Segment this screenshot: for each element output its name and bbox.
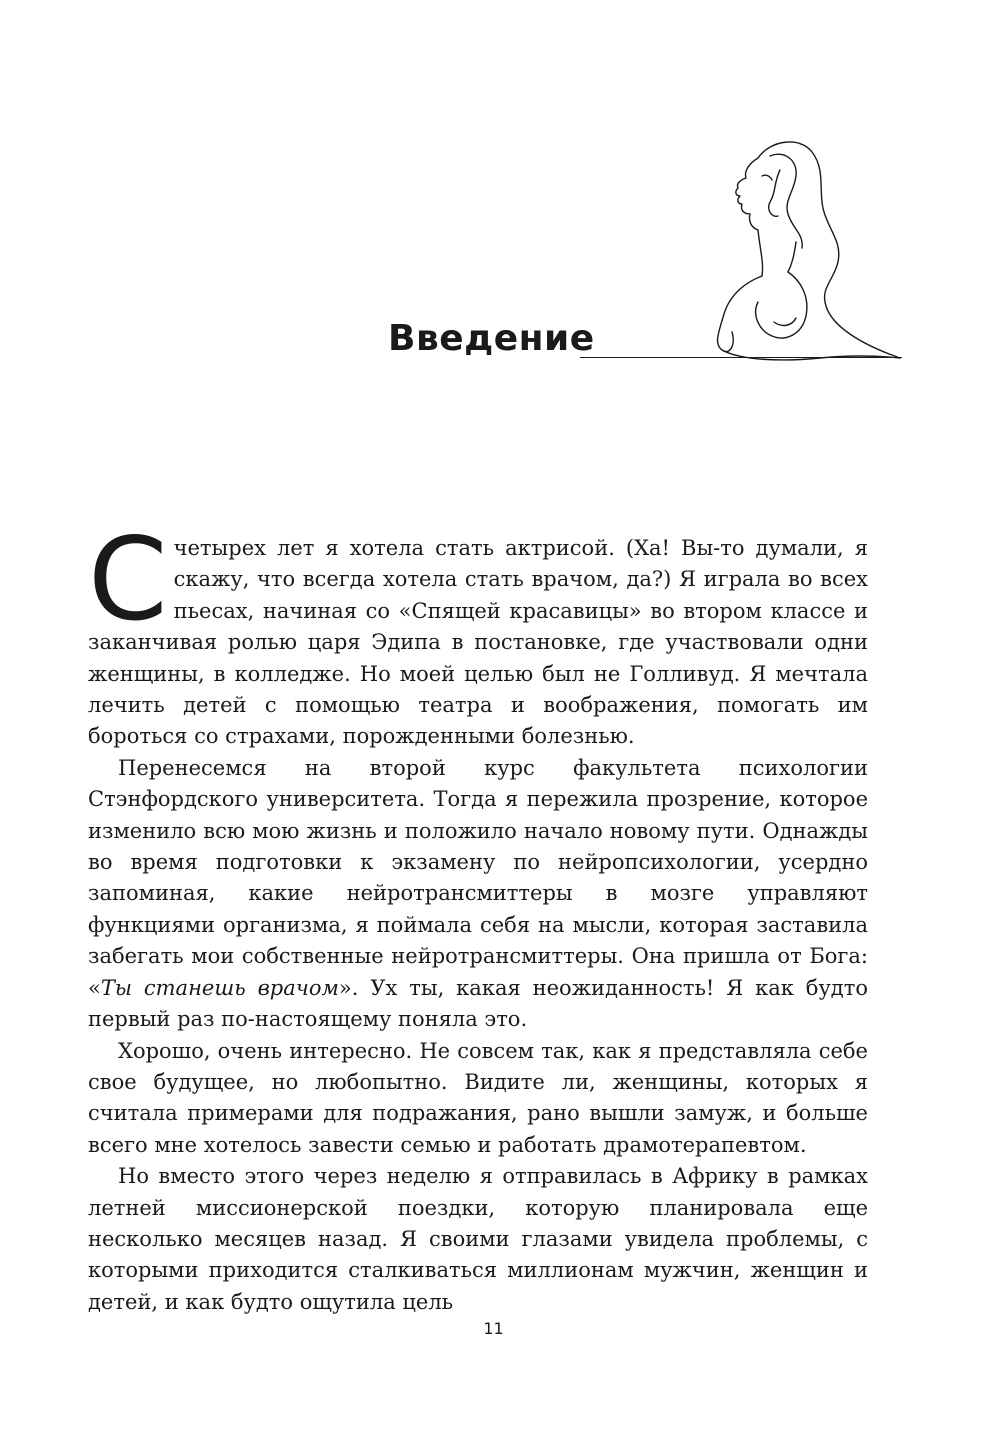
paragraph-2-italic-quote: Ты станешь врачом [100, 975, 339, 1000]
paragraph-2 [88, 753, 868, 1036]
woman-line-art-icon [700, 130, 910, 370]
paragraph-2-text-end: ». Ух ты, какая неожиданность! Я как будто первый раз по-настоящему поняла это. [88, 975, 868, 1032]
chapter-title: Введение [388, 318, 595, 359]
paragraph-1-text: четырех лет я хотела стать актрисой. (Ха! Вы-то думали, я скажу, что всегда хотела стать врачом, да?) Я играла во всех пьесах, начиная со «Спящей красавицы» во втором классе и заканчивая ролью царя Эдипа в постановке, где участвовали одни женщины, в колледже. Но моей целью был не Голливуд. Я мечтала лечить детей с помощью театра и воображения, помогать им бороться со страхами, порожденными болезнью. [88, 536, 868, 749]
title-underline [580, 357, 902, 358]
paragraph-2-text-start: Перенесемся на второй курс факультета психологии Стэнфордского университета. Тогда я пережила прозрение, которое изменило всю мою жизнь и положило начало новому пути. Однажды во время подготовки к экзамену по нейропсихологии, усердно запоминая, какие нейротрансмиттеры в мозге управляют функциями организма, я поймала себя на мысли, которая заставила забегать мои собственные нейротрансмиттеры. Она пришла от Бога: « [88, 755, 868, 1000]
paragraph-3: Хорошо, очень интересно. Не совсем так, как я представляла себе свое будущее, но любопытно. Видите ли, женщины, которых я считала примерами для подражания, рано вышли замуж, и больше всего мне хотелось завести семью и работать драмотерапевтом. [88, 1038, 868, 1157]
body-text [88, 513, 868, 1318]
paragraph-4: Но вместо этого через неделю я отправилась в Африку в рамках летней миссионерской поездки, которую планировала еще несколько месяцев назад. Я своими глазами увидела проблемы, с которыми приходится сталкиваться миллионам мужчин, женщин и детей, и как будто ощутила цель [88, 1164, 868, 1314]
paragraph-1 [88, 513, 868, 753]
page-number: 11 [483, 1319, 504, 1338]
drop-cap: С [88, 513, 168, 646]
